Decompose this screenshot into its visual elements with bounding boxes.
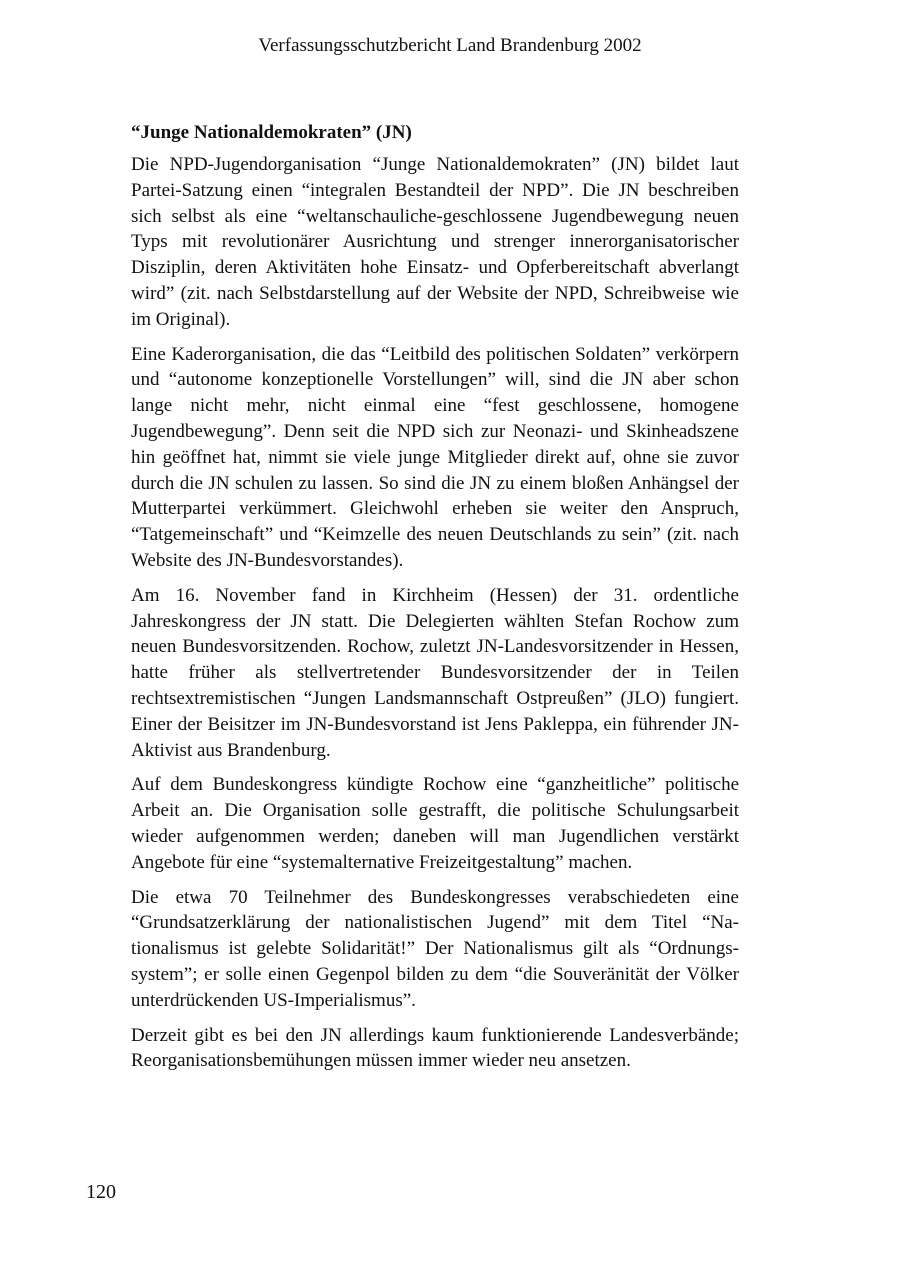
paragraph: Am 16. November fand in Kirchheim (Hessen) der 31. ordentliche Jahreskongress der JN statt. Die Delegierten wählten Stefan Rochow zum neuen Bundesvorsitzenden. Rochow, zuletzt JN-Landesvorsitzender in Hessen, hatte früher als stellvertretender Bundesvorsitzender der in Teilen rechtsextremistischen “Jungen Landsmannschaft Ostpreußen” (JLO) fungiert. Einer der Beisitzer im JN-Bundesvorstand ist Jens Pakleppa, ein führender JN-Aktivist aus Brandenburg.: [131, 584, 739, 761]
paragraph: Die NPD-Jugendorganisation “Junge Nationaldemokraten” (JN) bildet laut Partei-Satzung einen “integralen Bestandteil der NPD”. Die JN beschreiben sich selbst als eine “weltanschauliche-geschlossene Jugendbewegung neuen Typs mit revolutionärer Ausrichtung und strenger innerorganisatorischer Disziplin, deren Aktivitäten hohe Einsatz- und Opferbereitschaft abverlangt wird” (zit. nach Selbstdarstellung auf der Website der NPD, Schreibweise wie im Original).: [131, 154, 739, 330]
page-number: 120: [86, 1181, 116, 1203]
section-title: “Junge Nationaldemokraten” (JN): [131, 122, 412, 143]
paragraph: Eine Kaderorganisation, die das “Leitbild des politischen Soldaten” verkörpern und “autonome konzeptionelle Vorstellungen” will, sind die JN aber schon lange nicht mehr, nicht einmal eine “fest geschlossene, homogene Jugendbewegung”. Denn seit die NPD sich zur Neonazi- und Skinheadszene hin geöffnet hat, nimmt sie viele junge Mitglieder direkt auf, ohne sie zuvor durch die JN schulen zu lassen. So sind die JN zu einem bloßen Anhängsel der Mutterpartei verkümmert. Gleichwohl erheben sie weiter den Anspruch, “Tatgemeinschaft” und “Keimzelle des neuen Deutschlands zu sein” (zit. nach Website des JN-Bundesvorstandes).: [131, 343, 739, 571]
running-header: Verfassungsschutzbericht Land Brandenburg 2002: [258, 35, 642, 56]
paragraph: Derzeit gibt es bei den JN allerdings kaum funktionierende Landesverbände; Reorganisationsbemühungen müssen immer wieder neu ansetzen.: [131, 1024, 739, 1072]
paragraph: Die etwa 70 Teilnehmer des Bundeskongresses verabschiedeten eine “Grundsatzerklärung der nationalistischen Jugend” mit dem Titel “Nationalismus ist gelebte Solidarität!” Der Nationalismus gilt als “Ordnungssystem”; er solle einen Gegenpol bilden zu dem “die Souveränität der Völker unterdrückenden US-Imperialismus”.: [131, 886, 739, 1011]
paragraph: Auf dem Bundeskongress kündigte Rochow eine “ganzheitliche” politische Arbeit an. Die Organisation solle gestrafft, die politische Schulungsarbeit wieder aufgenommen werden; daneben will man Jugendlichen verstärkt Angebote für eine “systemalternative Freizeitgestaltung” machen.: [131, 774, 739, 873]
article-body: [131, 120, 739, 1083]
